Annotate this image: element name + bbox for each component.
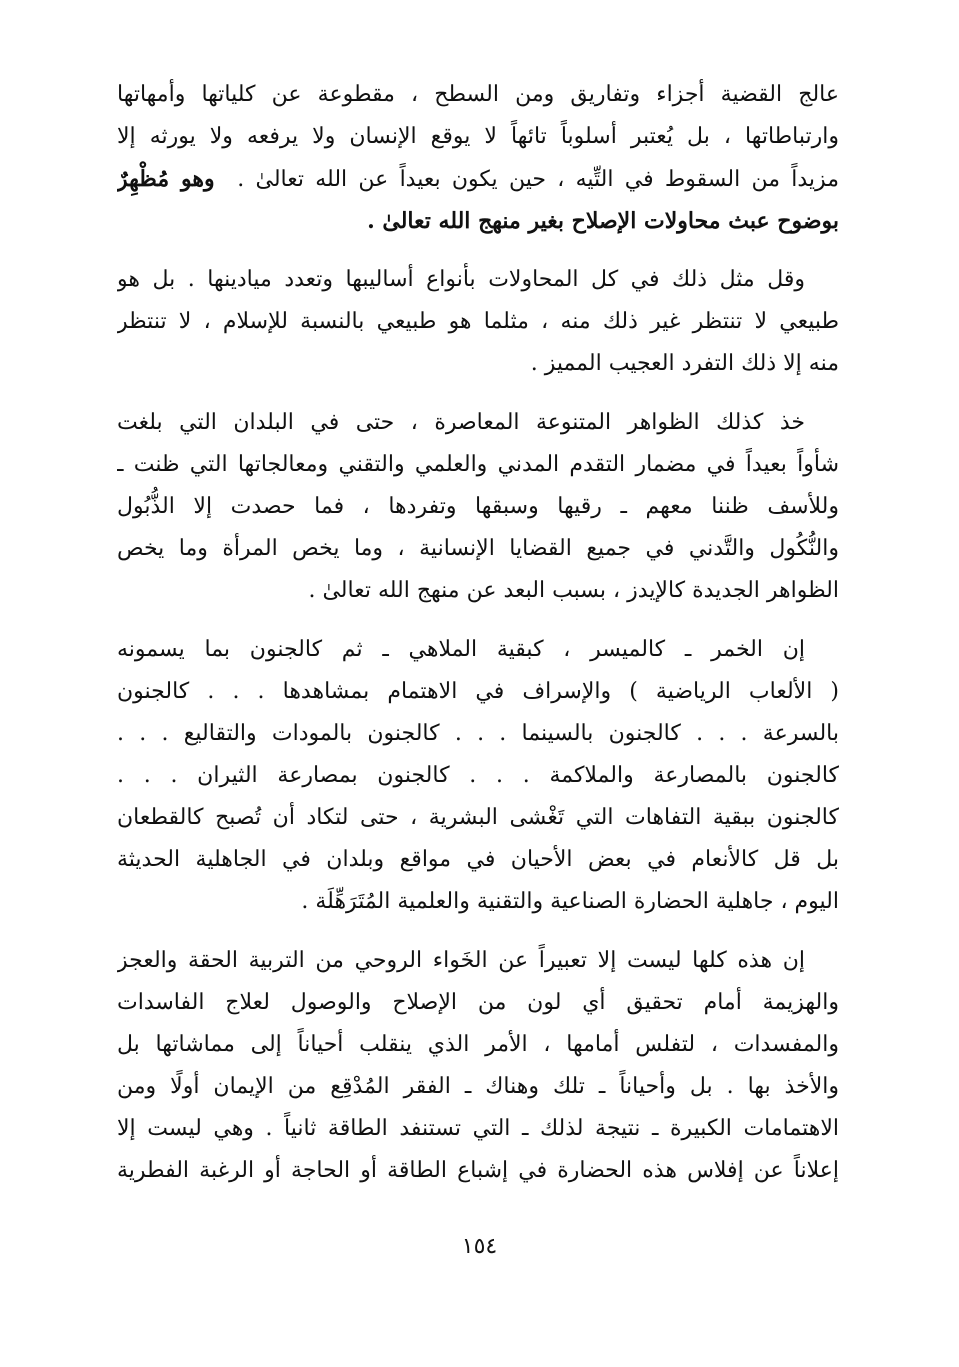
text-line: إن هذه كلها ليست إلا تعبيراً عن الخَواء الروحي من التربية الحقة والعجز — [117, 948, 805, 973]
text-segment: مزيداً من السقوط في التِّيه ، حين يكون بعيداً عن الله تعالىٰ . — [237, 167, 839, 192]
bold-text-segment: وهو مُظْهِرٌ — [117, 166, 215, 192]
paragraph-4 — [117, 629, 839, 923]
text-line: بل قل كالأنعام في بعض الأحيان في مواقع وبلدان في الجاهلية الحديثة — [117, 847, 839, 872]
text-line — [117, 158, 839, 200]
bold-text-line: بوضوح عبث محاولات الإصلاح بغير منهج الله تعالىٰ . — [367, 208, 839, 234]
text-line: إن الخمر ـ كالميسر ، كبقية الملاهي ـ ثم كالجنون بما يسمونه — [117, 637, 805, 662]
paragraph-3 — [117, 402, 839, 612]
text-line: والمفسدات ، لتفلس أمامها ، الأمر الذي ينقلب أحياناً إلى مماشاتها بل — [117, 1032, 839, 1057]
text-line: كالجنون بالمصارعة والملاكمة . . . كالجنون بمصارعة الثيران . . . — [117, 763, 839, 788]
page-body — [117, 74, 839, 1209]
text-line: شأواً بعيداً في مضمار التقدم المدني والعلمي والتقني ومعالجاتها التي ظنت ـ — [117, 452, 839, 477]
text-line: عالج القضية أجزاء وتفاريق ومن السطح ، مقطوعة عن كلياتها وأمهاتها — [117, 82, 839, 107]
text-line: إعلاناً عن إفلاس هذه الحضارة في إشباع الطاقة أو الحاجة أو الرغبة الفطرية — [117, 1158, 839, 1183]
paragraph-5 — [117, 940, 839, 1192]
text-line: والأخذ بها . بل وأحياناً ـ تلك وهناك ـ الفقر المُدْقِع من الإيمان أولًا ومن — [117, 1074, 839, 1099]
text-line: كالجنون ببقية التفاهات التي تَغْشى البشرية ، حتى لتكاد أن تُصبح كالقطعان — [117, 805, 839, 830]
text-line: خذ كذلك الظواهر المتنوعة المعاصرة ، حتى في البلدان التي بلغت — [117, 410, 805, 435]
text-line: الظواهر الجديدة كالإيدز ، بسبب البعد عن منهج الله تعالىٰ . — [308, 578, 839, 603]
text-line: والهزيمة أمام تحقيق أي لون من الإصلاح والوصول لعلاج الفاسدات — [117, 990, 839, 1015]
text-line: منه إلا ذلك التفرد العجيب المميز . — [530, 351, 839, 376]
text-line: والنُّكُول والتَّدني في جميع القضايا الإنسانية ، وما يخص المرأة وما يخص — [117, 536, 839, 561]
text-line: وللأسف ظننا معهم ـ رقيها وسبقها وتفردها ، فما حصدت إلا الذُّبُول — [117, 494, 839, 519]
text-line: الاهتمامات الكبيرة ـ نتيجة لذلك ـ التي تستنفد الطاقة ثانياً . وهي ليست إلا — [117, 1116, 839, 1141]
text-line: بالسرعة . . . كالجنون بالسينما . . . كالجنون بالمودات والتقاليع . . . — [117, 721, 839, 746]
text-line: طبيعي لا تنتظر غير ذلك منه ، مثلما هو طبيعي بالنسبة للإسلام ، لا تنتظر — [117, 309, 839, 334]
paragraph-1 — [117, 74, 839, 242]
text-line: اليوم ، جاهلية الحضارة الصناعية والتقنية والعلمية المُتَرَهِّلَة . — [301, 889, 839, 914]
page-number: ١٥٤ — [461, 1234, 498, 1259]
text-line: وقل مثل ذلك في كل المحاولات بأنواع أساليبها وتعدد ميادينها . بل هو — [117, 267, 805, 292]
paragraph-2 — [117, 259, 839, 385]
text-line: وارتباطاتها ، بل يُعتبر أسلوباً تائهاً لا يوقع الإنسان ولا يرفعه ولا يورثه إلا — [117, 124, 839, 149]
text-line: ( الألعاب الرياضية ) والإسراف في الاهتمام بمشاهدها . . . كالجنون — [117, 679, 839, 704]
